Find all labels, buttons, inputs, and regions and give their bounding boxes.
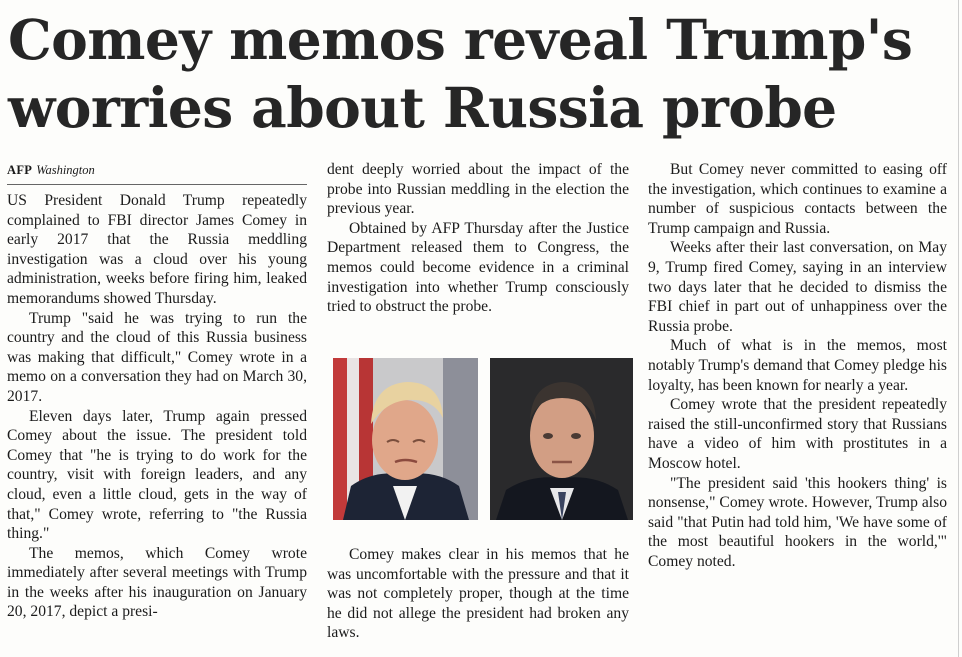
article-column-3 [648, 160, 947, 571]
photo-pair [333, 358, 633, 520]
paragraph: dent deeply worried about the impact of the probe into Russian meddling in the election the previous year. [327, 161, 629, 218]
paragraph: Weeks after their last conversation, on May 9, Trump fired Comey, saying in an interview two days later that he decided to dismiss the FBI chief in part out of unhappiness over the Russia probe. [648, 239, 947, 335]
dateline-agency: AFP [7, 163, 33, 177]
paragraph: US President Donald Trump repeatedly complained to FBI director James Comey in early 2017 that the Russia meddling investigation was a cloud over his young administration, weeks before firing him, leaked memorandums showed Thursday. [7, 192, 307, 307]
dateline-place: Washington [36, 163, 95, 177]
paragraph: The memos, which Comey wrote immediately after several meetings with Trump in the weeks after his inauguration on January 20, 2017, depict a presi- [7, 544, 307, 621]
article-column-1 [7, 160, 307, 622]
dateline [7, 160, 307, 185]
page-edge-rule [958, 0, 959, 657]
comey-portrait-photo [490, 358, 633, 520]
article-column-2-bottom [327, 545, 629, 643]
paragraph: Obtained by AFP Thursday after the Justice Department released them to Congress, the memos could become evidence in a criminal investigation into whether Trump consciously tried to obstruct the probe. [327, 219, 629, 316]
paragraph: Eleven days later, Trump again pressed Comey about the issue. The president told Comey that "he is trying to do work for the country, visit with foreign leaders, and any cloud, even a little cloud, gets in the way of that," Comey wrote, referring to "the Russia thing." [7, 407, 307, 543]
paragraph: "The president said 'this hookers thing' is nonsense," Comey wrote. However, Trump also said "that Putin had told him, 'We have some of the most beautiful hookers in the world,'" Comey noted. [648, 474, 947, 570]
headline: Comey memos reveal Trump's worries about Russia probe [8, 7, 913, 140]
paragraph: But Comey never committed to easing off the investigation, which continues to examine a number of suspicious contacts between the Trump campaign and Russia. [648, 161, 947, 237]
paragraph: Much of what is in the memos, most notably Trump's demand that Comey pledge his loyalty, has been known for nearly a year. [648, 337, 947, 394]
paragraph: Comey wrote that the president repeatedly raised the still-unconfirmed story that Russians have a video of him with prostitutes in a Moscow hotel. [648, 396, 947, 472]
article-column-2 [327, 160, 629, 317]
trump-portrait-photo [333, 358, 478, 520]
paragraph: Trump "said he was trying to run the country and the cloud of this Russia business was making that difficult," Comey wrote in a memo on a conversation they had on March 30, 2017. [7, 309, 307, 405]
paragraph: Comey makes clear in his memos that he was uncomfortable with the pressure and that it was not completely proper, though at the time he did not allege the president had broken any laws. [327, 546, 629, 642]
